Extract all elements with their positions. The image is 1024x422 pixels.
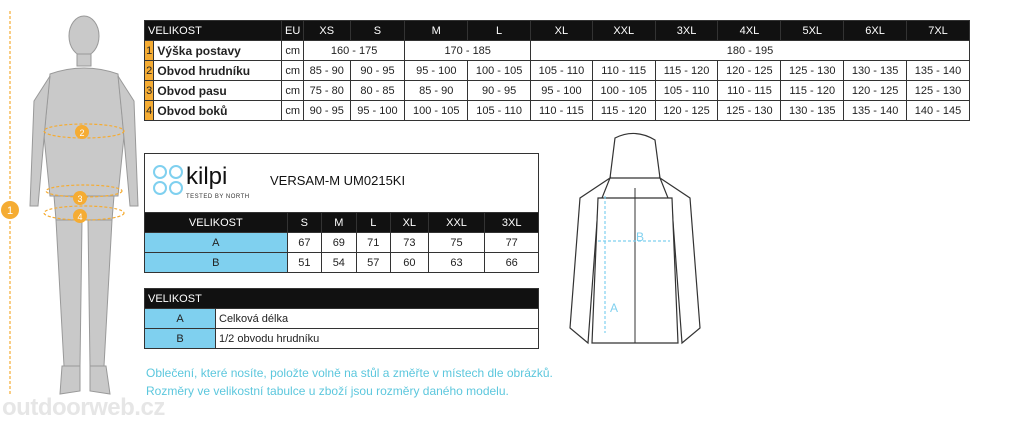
size-header-cell: 7XL (907, 21, 970, 41)
size-header-cell: 3XL (655, 21, 718, 41)
model-header-cell: XXL (428, 213, 485, 233)
watermark: outdoorweb.cz (2, 394, 165, 421)
model-cell: 71 (356, 233, 390, 253)
size-row-unit: cm (282, 41, 304, 61)
size-header-cell: EU (282, 21, 304, 41)
svg-text:4: 4 (77, 212, 83, 222)
model-cell: 77 (485, 233, 539, 253)
size-row (145, 61, 970, 81)
size-cell: 135 - 140 (907, 61, 970, 81)
model-row-label: A (145, 233, 288, 253)
size-cell: 135 - 140 (844, 101, 907, 121)
size-cell: 115 - 120 (592, 101, 655, 121)
size-cell: 85 - 90 (303, 61, 350, 81)
brand-tagline: TESTED BY NORTH (186, 194, 250, 200)
model-cell: 73 (391, 233, 429, 253)
size-cell: 125 - 130 (718, 101, 781, 121)
size-row-number: 4 (145, 101, 154, 121)
size-cell: 160 - 175 (303, 41, 404, 61)
size-cell: 100 - 105 (468, 61, 531, 81)
size-header-cell: XL (531, 21, 593, 41)
size-row (145, 41, 970, 61)
size-cell: 95 - 100 (350, 101, 405, 121)
measurement-text: 1/2 obvodu hrudníku (216, 329, 539, 349)
measurements-header: VELIKOST (145, 289, 539, 309)
model-row (145, 253, 539, 273)
size-cell: 120 - 125 (655, 101, 718, 121)
jacket-marker-b: B (636, 230, 645, 244)
size-row-label: Výška postavy (154, 41, 282, 61)
measurements-legend-table (144, 288, 539, 349)
size-header-cell: L (468, 21, 531, 41)
size-header-cell: S (350, 21, 405, 41)
svg-text:3: 3 (77, 194, 83, 204)
size-cell: 130 - 135 (781, 101, 844, 121)
note-line-1: Oblečení, které nosíte, položte volně na stůl a změřte v místech dle obrázků. (146, 366, 553, 380)
model-size-table (144, 212, 539, 273)
model-cell: 60 (391, 253, 429, 273)
note-line-2: Rozměry ve velikostní tabulce u zboží jsou rozměry daného modelu. (146, 384, 509, 398)
jacket-illustration (560, 128, 710, 358)
model-header-cell: S (287, 213, 321, 233)
size-cell: 110 - 115 (531, 101, 593, 121)
size-cell: 95 - 100 (531, 81, 593, 101)
size-header-cell: M (405, 21, 468, 41)
size-row-unit: cm (282, 101, 304, 121)
measurement-label: B (145, 329, 216, 349)
model-cell: 75 (428, 233, 485, 253)
size-cell: 115 - 120 (655, 61, 718, 81)
size-header-cell: 4XL (718, 21, 781, 41)
model-cell: 66 (485, 253, 539, 273)
size-row-number: 1 (145, 41, 154, 61)
size-cell: 95 - 100 (405, 61, 468, 81)
model-row (145, 233, 539, 253)
size-cell: 100 - 105 (405, 101, 468, 121)
model-cell: 54 (322, 253, 356, 273)
size-row-unit: cm (282, 61, 304, 81)
measurement-row (145, 309, 539, 329)
model-header-cell: M (322, 213, 356, 233)
size-cell: 120 - 125 (718, 61, 781, 81)
size-cell: 110 - 115 (718, 81, 781, 101)
measurement-label: A (145, 309, 216, 329)
measurement-row (145, 329, 539, 349)
size-cell: 90 - 95 (303, 101, 350, 121)
svg-text:1: 1 (6, 205, 14, 217)
model-header-cell: VELIKOST (145, 213, 288, 233)
model-cell: 63 (428, 253, 485, 273)
size-cell: 90 - 95 (468, 81, 531, 101)
size-cell: 115 - 120 (781, 81, 844, 101)
size-row-number: 3 (145, 81, 154, 101)
model-header-cell: XL (391, 213, 429, 233)
body-figure-illustration (0, 6, 140, 416)
model-header-cell: 3XL (485, 213, 539, 233)
size-cell: 125 - 130 (907, 81, 970, 101)
size-cell: 85 - 90 (405, 81, 468, 101)
size-cell: 125 - 130 (781, 61, 844, 81)
size-cell: 105 - 110 (655, 81, 718, 101)
size-cell: 75 - 80 (303, 81, 350, 101)
svg-text:2: 2 (79, 128, 85, 138)
size-header-cell: 6XL (844, 21, 907, 41)
size-header-cell: 5XL (781, 21, 844, 41)
size-row-number: 2 (145, 61, 154, 81)
size-cell: 105 - 110 (468, 101, 531, 121)
size-row (145, 81, 970, 101)
size-row-unit: cm (282, 81, 304, 101)
model-row-label: B (145, 253, 288, 273)
model-header-cell: L (356, 213, 390, 233)
size-cell: 110 - 115 (592, 61, 655, 81)
model-name: VERSAM-M UM0215KI (270, 173, 406, 188)
size-cell: 170 - 185 (405, 41, 531, 61)
size-header-cell: VELIKOST (145, 21, 282, 41)
size-cell: 180 - 195 (531, 41, 970, 61)
size-cell: 105 - 110 (531, 61, 593, 81)
size-cell: 120 - 125 (844, 81, 907, 101)
size-row (145, 101, 970, 121)
brand-name: kilpi (186, 163, 228, 190)
size-cell: 90 - 95 (350, 61, 405, 81)
size-header-cell: XXL (592, 21, 655, 41)
size-row-label: Obvod hrudníku (154, 61, 282, 81)
model-cell: 69 (322, 233, 356, 253)
size-chart-table (144, 20, 970, 121)
size-chart-header-row (145, 21, 970, 41)
size-cell: 140 - 145 (907, 101, 970, 121)
model-cell: 57 (356, 253, 390, 273)
jacket-marker-a: A (610, 301, 619, 315)
size-cell: 100 - 105 (592, 81, 655, 101)
measurements-header-row (145, 289, 539, 309)
measurement-text: Celková délka (216, 309, 539, 329)
model-cell: 51 (287, 253, 321, 273)
size-row-label: Obvod boků (154, 101, 282, 121)
size-row-label: Obvod pasu (154, 81, 282, 101)
model-table-header-row (145, 213, 539, 233)
model-cell: 67 (287, 233, 321, 253)
kilpi-logo-icon (150, 160, 186, 200)
size-cell: 80 - 85 (350, 81, 405, 101)
size-header-cell: XS (303, 21, 350, 41)
size-cell: 130 - 135 (844, 61, 907, 81)
